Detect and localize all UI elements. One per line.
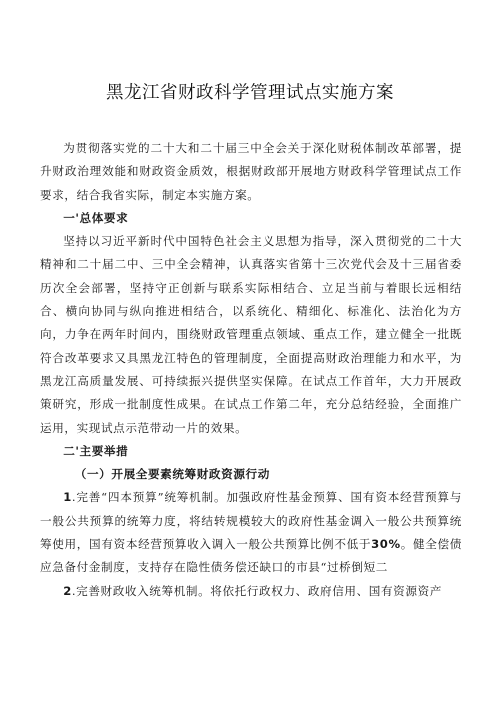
measure-item-1 — [40, 486, 462, 579]
section-heading-main-measures: 二'主要举措 — [63, 443, 129, 458]
measure-item-1-text-after: 。健全偿债应急备付金制度，支持存在隐性债务偿还缺口的市县“过桥倒短二 — [40, 537, 462, 575]
intro-paragraph: 为贯彻落实党的二十大和二十届三中全会关于深化财税体制改革部署，提升财政治理效能和财政资金质效，根据财政部开展地方财政科学管理试点工作要求，结合我省实际，制定本实施方案。 — [40, 141, 462, 202]
general-requirements-paragraph: 坚持以习近平新时代中国特色社会主义思想为指导，深入贯彻党的二十大精神和二十届二中、三中全会精神，认真落实省第十三次党代会及十三届省委历次全会部署，坚持守正创新与联系实际相结合、立足当前与着眼长远相结合、横向协同与纵向推进相结合，以系统化、精细化、标准化、法治化为方向，力争在两年时间内，围绕财政管理重点领域、重点工作，建立健全一批既符合改革要求又具黑龙江特色的管理制度，全面提高财政治理能力和水平，为黑龙江高质量发展、可持续振兴提供坚实保障。在试点工作首年，大力开展政策研究，形成一批制度性成果。在试点工作第二年，充分总结经验，全面推广运用，实现试点示范带动一片的效果。 — [40, 234, 462, 435]
document-title: 黑龙江省财政科学管理试点实施方案 — [106, 83, 394, 103]
measure-item-1-text-before: .完善“四本预算”统筹机制。加强政府性基金预算、国有资本经营预算与一般公共预算的统筹力度，将结转规模较大的政府性基金调入一般公共预算统筹使用，国有资本经营预算收入调入一般公共预算比例不低于 — [40, 490, 462, 552]
measure-item-1-number: 1 — [63, 490, 72, 505]
subsection-heading-resource-coordination: （一）开展全要素统筹财政资源行动 — [74, 467, 270, 482]
measure-item-2-text: .完善财政收入统筹机制。将依托行政权力、政府信用、国有资源资产 — [71, 583, 442, 598]
measure-item-2 — [40, 580, 462, 603]
document-body — [40, 137, 462, 603]
measure-item-2-number: 2 — [63, 583, 72, 598]
section-heading-general-requirements: 一'总体要求 — [63, 210, 129, 225]
measure-item-1-percent: 30% — [371, 537, 401, 552]
